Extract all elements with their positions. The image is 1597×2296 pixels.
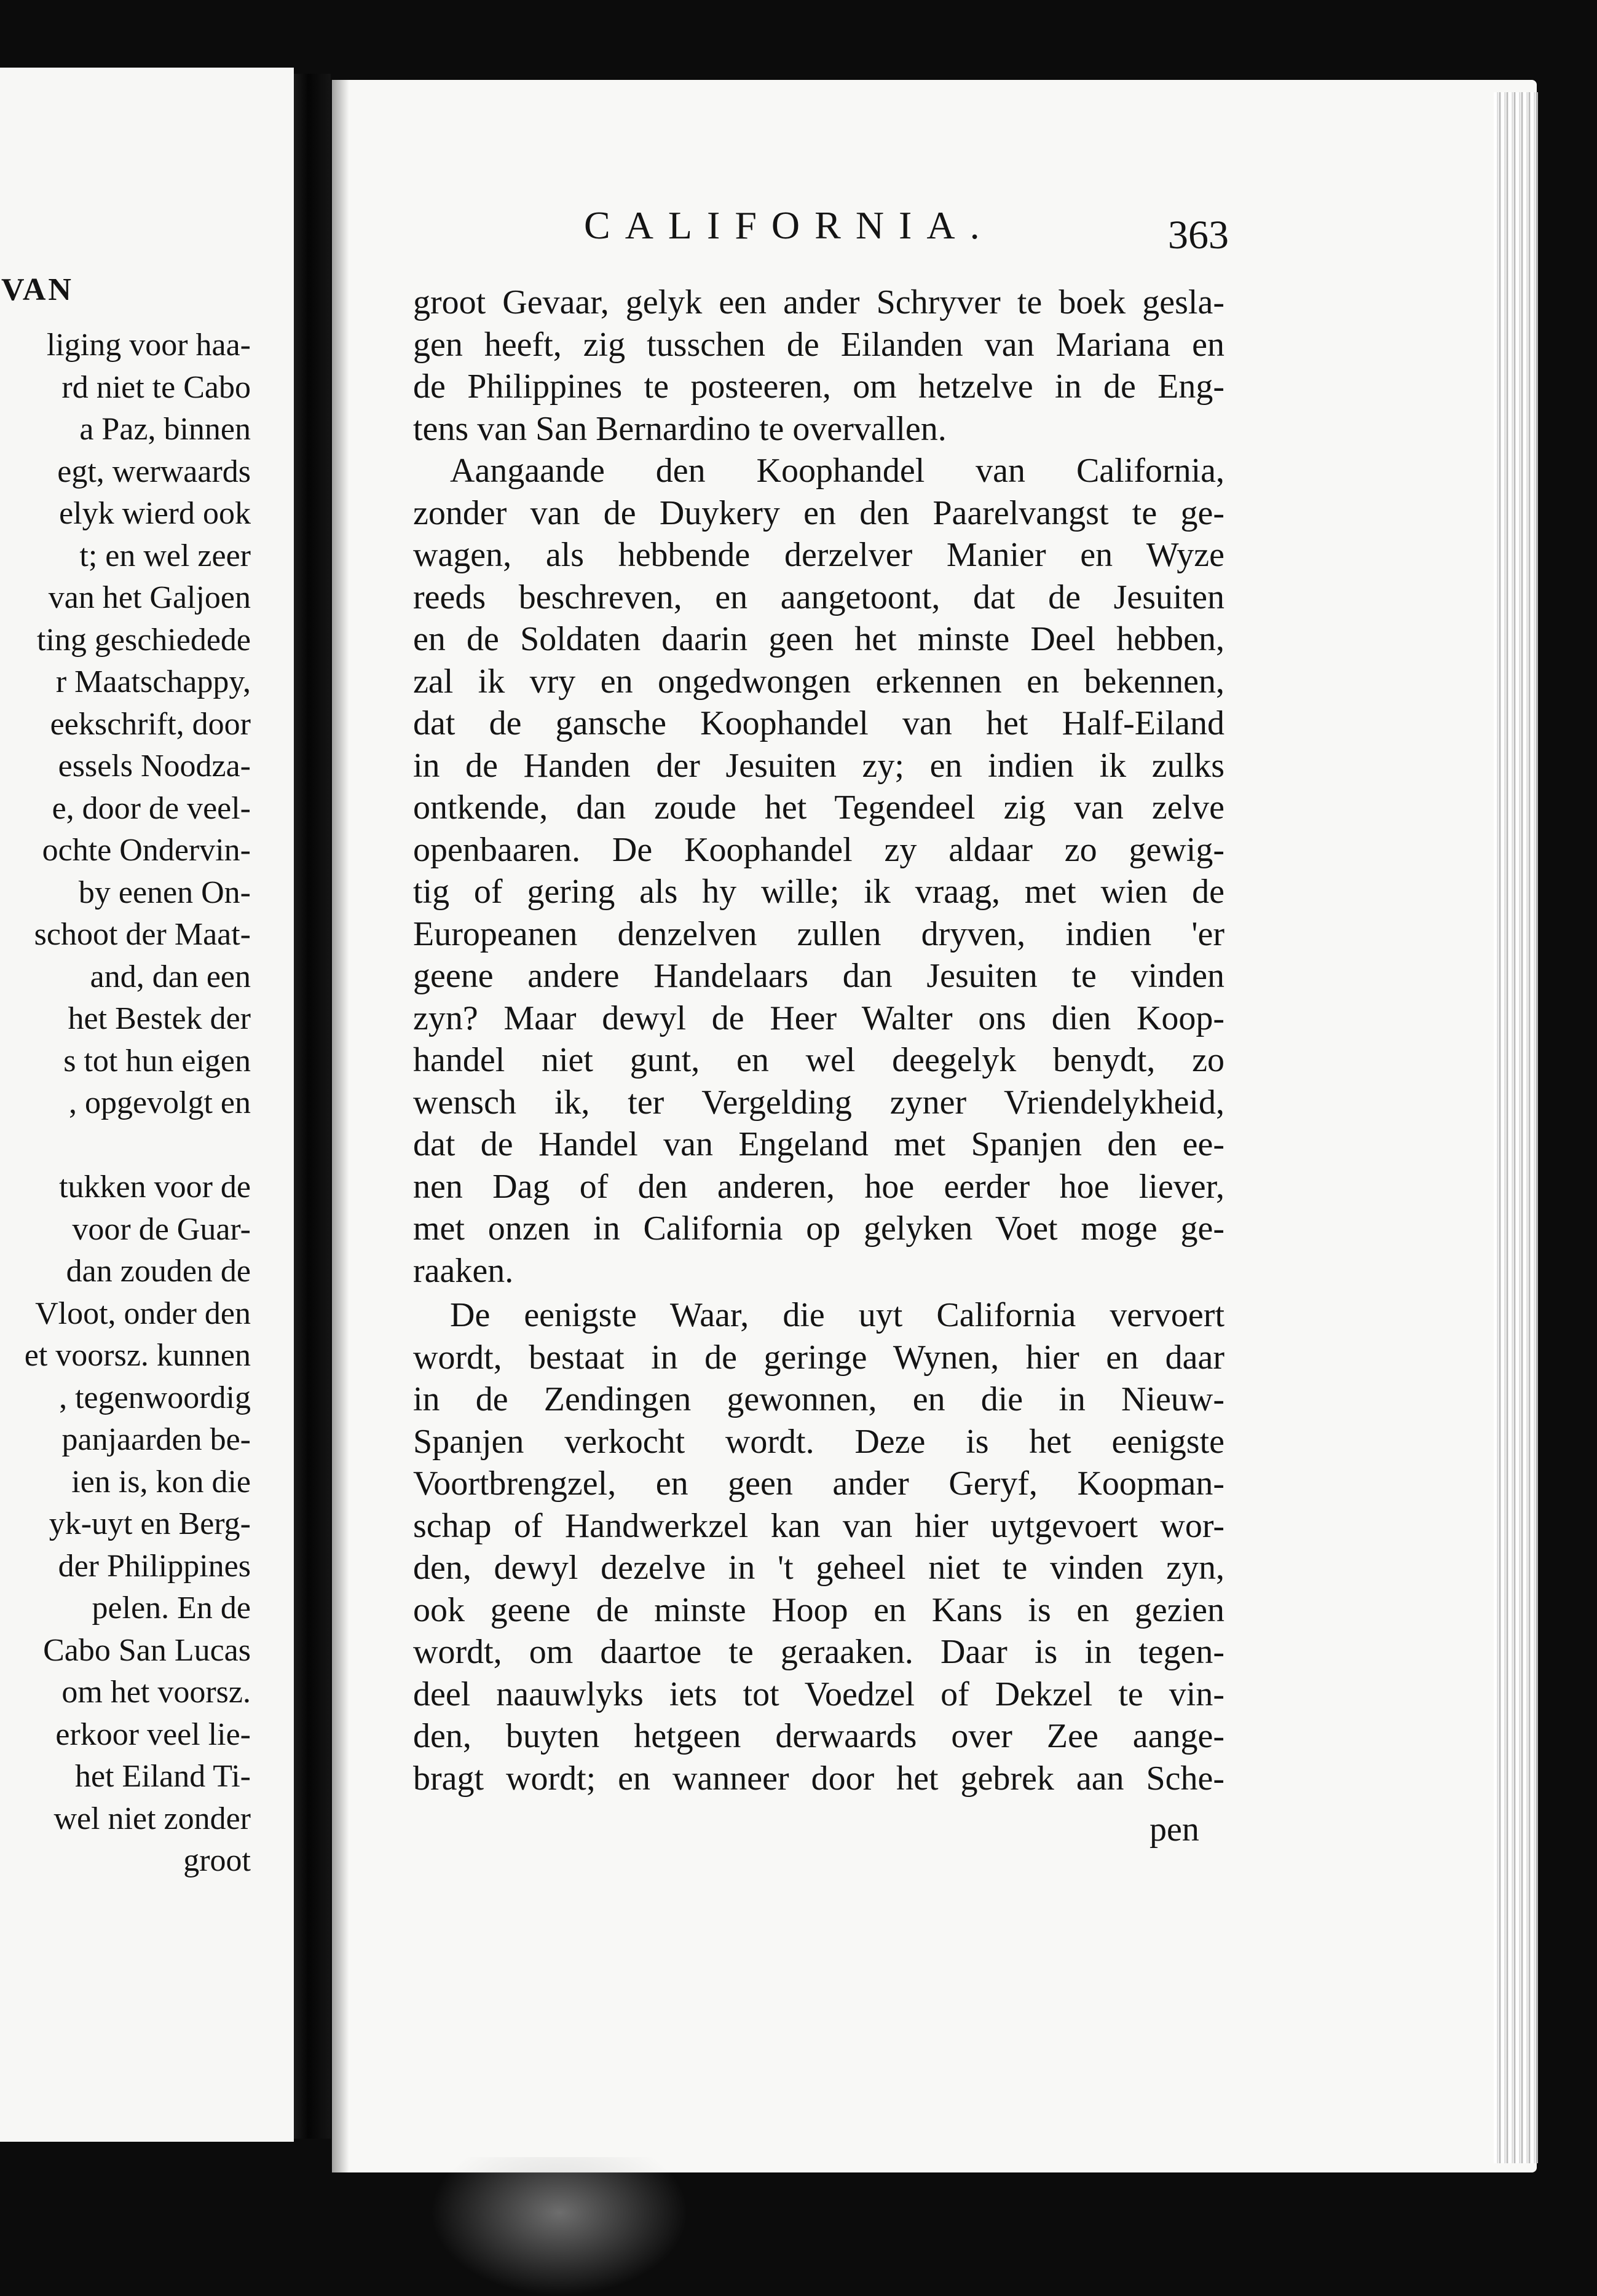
left-line: dan zouden de bbox=[66, 1254, 251, 1289]
left-line: t; en wel zeer bbox=[79, 538, 251, 573]
left-line: ien is, kon die bbox=[71, 1464, 251, 1500]
left-line: essels Noodza- bbox=[58, 749, 251, 784]
text-line: zyn? Maar dewyl de Heer Walter ons dien Koop- bbox=[413, 999, 1224, 1037]
left-line: yk-uyt en Berg- bbox=[49, 1506, 251, 1541]
left-line: van het Galjoen bbox=[48, 580, 251, 615]
left-line: groot bbox=[183, 1843, 251, 1878]
left-line: eekschrift, door bbox=[50, 706, 251, 742]
page-shadow bbox=[332, 80, 349, 2172]
text-line: Europeanen denzelven zullen dryven, indien 'er bbox=[413, 914, 1224, 953]
page-number: 363 bbox=[1168, 213, 1229, 258]
text-line: den, dewyl dezelve in 't geheel niet te vinden zyn, bbox=[413, 1549, 1224, 1587]
text-line: Spanjen verkocht wordt. Deze is het eenigste bbox=[413, 1422, 1224, 1461]
text-line: ontkende, dan zoude het Tegendeel zig van zelve bbox=[413, 788, 1224, 827]
left-page bbox=[0, 68, 294, 2142]
text-line: wordt, om daartoe te geraaken. Daar is in tegen- bbox=[413, 1633, 1224, 1671]
left-line: wel niet zonder bbox=[53, 1801, 251, 1836]
text-line: reeds beschreven, en aangetoont, dat de Jesuiten bbox=[413, 578, 1224, 616]
text-line: geene andere Handelaars dan Jesuiten te vinden bbox=[413, 957, 1224, 995]
left-line: s tot hun eigen bbox=[63, 1043, 251, 1079]
left-line: ochte Ondervin- bbox=[42, 833, 251, 868]
text-line: groot Gevaar, gelyk een ander Schryver te boek gesla- bbox=[413, 283, 1224, 321]
left-line: het Bestek der bbox=[68, 1001, 251, 1036]
text-line: openbaaren. De Koophandel zy aldaar zo gewig- bbox=[413, 830, 1224, 869]
text-line: wensch ik, ter Vergelding zyner Vriendelykheid, bbox=[413, 1083, 1224, 1122]
text-line: handel niet gunt, en wel deegelyk benydt, zo bbox=[413, 1041, 1224, 1079]
left-line: liging voor haa- bbox=[46, 328, 251, 363]
text-line: den, buyten hetgeen derwaards over Zee aange- bbox=[413, 1717, 1224, 1755]
left-line: pelen. En de bbox=[92, 1590, 251, 1626]
left-line: het Eiland Ti- bbox=[74, 1759, 251, 1794]
left-line: rd niet te Cabo bbox=[61, 369, 251, 405]
left-text-column bbox=[0, 324, 251, 1882]
catchword: pen bbox=[1149, 1810, 1199, 1849]
text-line: dat de Handel van Engeland met Spanjen den ee- bbox=[413, 1125, 1224, 1163]
text-line: en de Soldaten daarin geen het minste Deel hebben, bbox=[413, 620, 1224, 658]
left-line: ting geschiedede bbox=[37, 622, 251, 658]
left-line: by eenen On- bbox=[78, 875, 251, 910]
text-line: Voortbrengzel, en geen ander Geryf, Koopman- bbox=[413, 1464, 1224, 1503]
running-head: CALIFORNIA. bbox=[584, 203, 995, 247]
left-line: Vloot, onder den bbox=[35, 1295, 251, 1331]
text-line: zonder van de Duykery en den Paarelvangst te ge- bbox=[413, 493, 1224, 532]
page-edges bbox=[1494, 92, 1538, 2163]
left-line: , tegenwoordig bbox=[59, 1380, 251, 1415]
left-running-head: VAN bbox=[1, 272, 74, 307]
left-line bbox=[0, 1125, 251, 1167]
text-line: nen Dag of den anderen, hoe eerder hoe liever, bbox=[413, 1167, 1224, 1206]
text-line: wordt, bestaat in de geringe Wynen, hier en daar bbox=[413, 1338, 1224, 1377]
left-line: et voorsz. kunnen bbox=[24, 1338, 251, 1373]
left-line: , opgevolgt en bbox=[68, 1085, 251, 1120]
text-line: in de Zendingen gewonnen, en die in Nieuw- bbox=[413, 1380, 1224, 1418]
left-line: schoot der Maat- bbox=[34, 917, 251, 952]
text-line: bragt wordt; en wanneer door het gebrek aan Sche- bbox=[413, 1759, 1224, 1798]
text-line: dat de gansche Koophandel van het Half-Eiland bbox=[413, 704, 1224, 742]
left-line: erkoor veel lie- bbox=[55, 1716, 251, 1752]
text-line: zal ik vry en ongedwongen erkennen en bekennen, bbox=[413, 662, 1224, 701]
left-line: egt, werwaards bbox=[57, 454, 251, 489]
book-gutter bbox=[294, 74, 331, 2139]
body-text bbox=[413, 281, 1224, 1799]
text-line: De eenigste Waar, die uyt California vervoert bbox=[450, 1296, 1224, 1334]
left-line: om het voorsz. bbox=[61, 1675, 251, 1710]
text-line: in de Handen der Jesuiten zy; en indien ik zulks bbox=[413, 746, 1224, 785]
text-line: gen heeft, zig tusschen de Eilanden van Mariana en bbox=[413, 325, 1224, 364]
text-line: raaken. bbox=[413, 1251, 514, 1290]
left-line: tukken voor de bbox=[59, 1170, 251, 1205]
left-line: panjaarden be- bbox=[61, 1422, 251, 1457]
left-line: and, dan een bbox=[90, 959, 251, 994]
scan-artifact bbox=[430, 2157, 688, 2296]
left-line: a Paz, binnen bbox=[79, 412, 251, 447]
text-line: met onzen in California op gelyken Voet moge ge- bbox=[413, 1209, 1224, 1248]
text-line: schap of Handwerkzel kan van hier uytgevoert wor- bbox=[413, 1506, 1224, 1545]
text-line: wagen, als hebbende derzelver Manier en Wyze bbox=[413, 536, 1224, 574]
left-line: e, door de veel- bbox=[52, 790, 251, 826]
left-line: Cabo San Lucas bbox=[43, 1632, 251, 1668]
left-line: elyk wierd ook bbox=[59, 496, 251, 531]
left-line: r Maatschappy, bbox=[55, 664, 251, 699]
text-line: de Philippines te posteeren, om hetzelve in de Eng- bbox=[413, 368, 1224, 406]
text-line: ook geene de minste Hoop en Kans is en gezien bbox=[413, 1590, 1224, 1629]
text-line: tens van San Bernardino te overvallen. bbox=[413, 409, 947, 448]
text-line: Aangaande den Koophandel van California, bbox=[450, 452, 1224, 490]
left-line: der Philippines bbox=[58, 1548, 251, 1584]
left-line: voor de Guar- bbox=[72, 1211, 251, 1247]
text-line: deel naauwlyks iets tot Voedzel of Dekzel te vin- bbox=[413, 1675, 1224, 1713]
text-line: tig of gering als hy wille; ik vraag, met wien de bbox=[413, 873, 1224, 911]
